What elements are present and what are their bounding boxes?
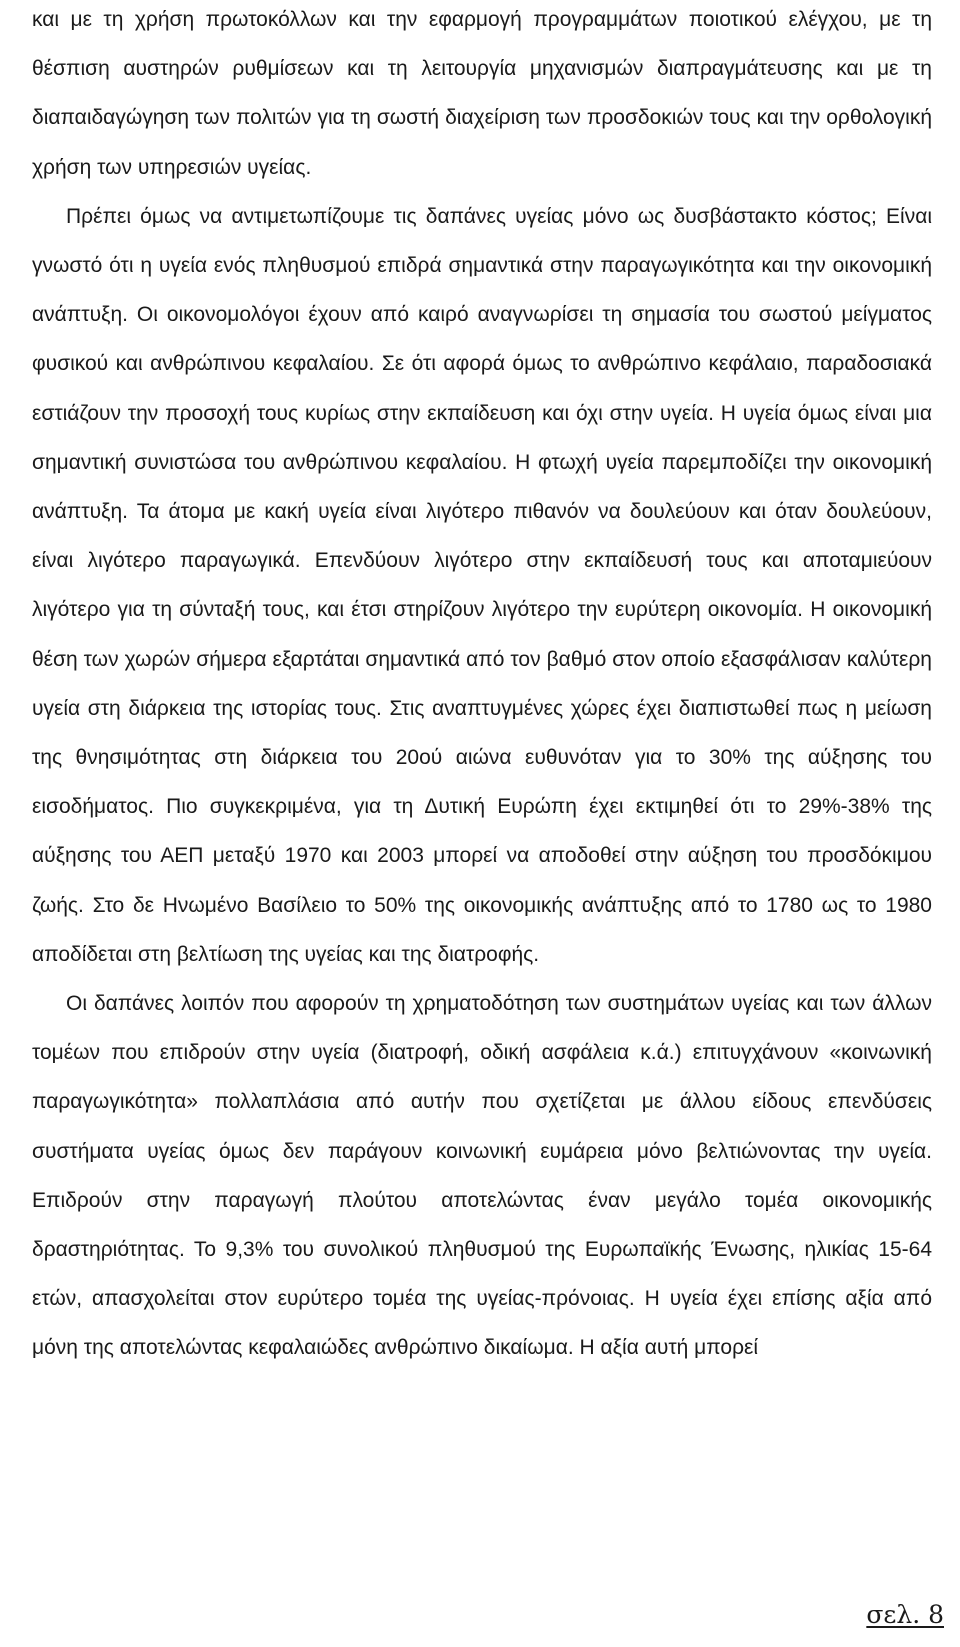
- paragraph-3: Οι δαπάνες λοιπόν που αφορούν τη χρηματοδότηση των συστημάτων υγείας και των άλλων τομέων που επιδρούν στην υγεία (διατροφή, οδική ασφάλεια κ.ά.) επιτυγχάνουν «κοινωνική παραγωγικότητα» πολλαπλάσια από αυτήν που σχετίζεται με άλλου είδους επενδύσεις συστήματα υγείας όμως δεν παράγουν κοινωνική ευμάρεια μόνο βελτιώνοντας την υγεία. Επιδρούν στην παραγωγή πλούτου αποτελώντας έναν μεγάλο τομέα οικονομικής δραστηριότητας. Το 9,3% του συνολικού πληθυσμού της Ευρωπαϊκής Ένωσης, ηλικίας 15-64 ετών, απασχολείται στον ευρύτερο τομέα της υγείας-πρόνοιας. Η υγεία έχει επίσης αξία από μόνη της αποτελώντας κεφαλαιώδες ανθρώπινο δικαίωμα. Η αξία αυτή μπορεί: [32, 992, 932, 1360]
- paragraph-1: και με τη χρήση πρωτοκόλλων και την εφαρμογή προγραμμάτων ποιοτικού ελέγχου, με τη θέσπιση αυστηρών ρυθμίσεων και τη λειτουργία μηχανισμών διαπραγμάτευσης και με τη διαπαιδαγώγηση των πολιτών για τη σωστή διαχείριση των προσδοκιών τους και την ορθολογική χρήση των υπηρεσιών υγείας.: [32, 8, 932, 179]
- paragraph-2: Πρέπει όμως να αντιμετωπίζουμε τις δαπάνες υγείας μόνο ως δυσβάστακτο κόστος; Είναι γνωστό ότι η υγεία ενός πληθυσμού επιδρά σημαντικά στην παραγωγικότητα και την οικονομική ανάπτυξη. Οι οικονομολόγοι έχουν από καιρό αναγνωρίσει τη σημασία του σωστού μείγματος φυσικού και ανθρώπινου κεφαλαίου. Σε ότι αφορά όμως το ανθρώπινο κεφάλαιο, παραδοσιακά εστιάζουν την προσοχή τους κυρίως στην εκπαίδευση και όχι στην υγεία. Η υγεία όμως είναι μια σημαντική συνιστώσα του ανθρώπινου κεφαλαίου. Η φτωχή υγεία παρεμποδίζει την οικονομική ανάπτυξη. Τα άτομα με κακή υγεία είναι λιγότερο πιθανόν να δουλεύουν και όταν δουλεύουν, είναι λιγότερο παραγωγικά. Επενδύουν λιγότερο στην εκπαίδευσή τους και αποταμιεύουν λιγότερο για τη σύνταξή τους, και έτσι στηρίζουν λιγότερο την ευρύτερη οικονομία. Η οικονομική θέση των χωρών σήμερα εξαρτάται σημαντικά από τον βαθμό στον οποίο εξασφάλισαν καλύτερη υγεία στη διάρκεια της ιστορίας τους. Στις αναπτυγμένες χώρες έχει διαπιστωθεί πως η μείωση της θνησιμότητας στη διάρκεια του 20ού αιώνα ευθυνόταν για το 30% της αύξησης του εισοδήματος. Πιο συγκεκριμένα, για τη Δυτική Ευρώπη έχει εκτιμηθεί ότι το 29%-38% της αύξησης του ΑΕΠ μεταξύ 1970 και 2003 μπορεί να αποδοθεί στην αύξηση του προσδόκιμου ζωής. Στο δε Ηνωμένο Βασίλειο το 50% της οικονομικής ανάπτυξης από το 1780 ως το 1980 αποδίδεται στη βελτίωση της υγείας και της διατροφής.: [32, 204, 932, 966]
- document-body: [32, 0, 932, 1373]
- page-number: σελ. 8: [866, 1600, 944, 1629]
